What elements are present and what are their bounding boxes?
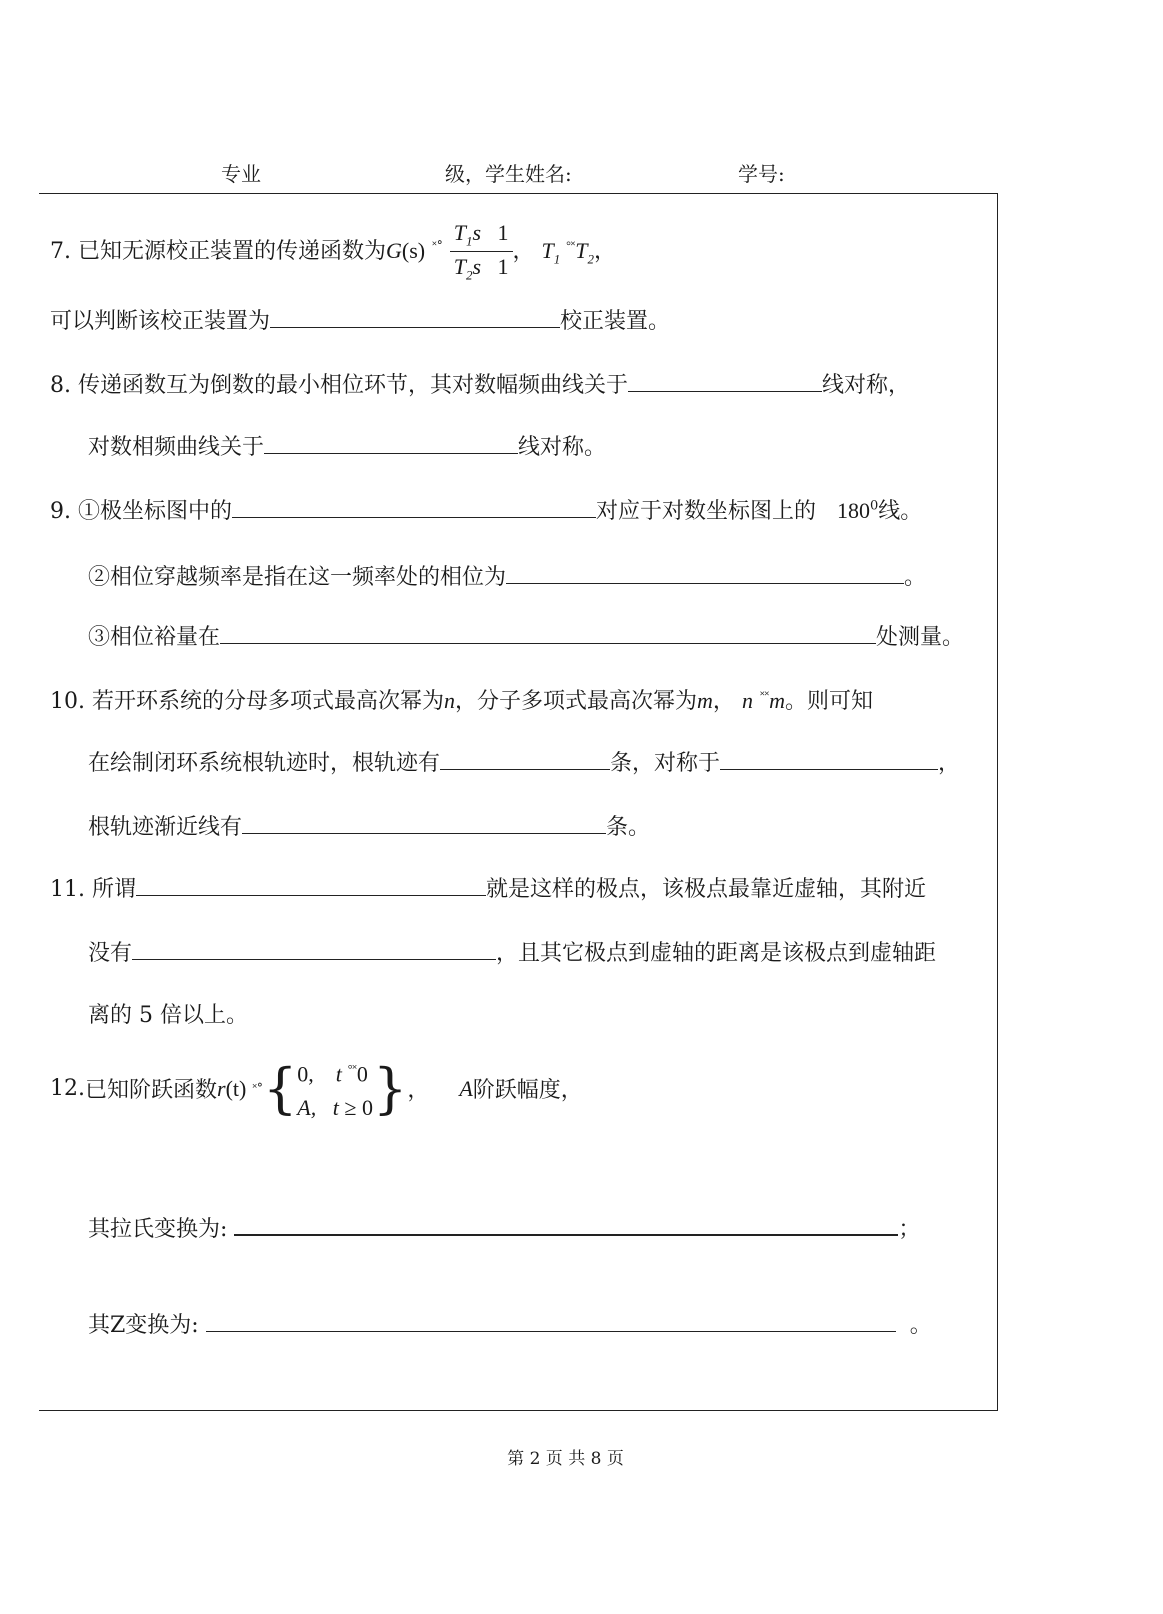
q10-line3-b: 条。 xyxy=(606,815,651,840)
q7-blank[interactable] xyxy=(270,307,560,328)
q9-blank-2[interactable] xyxy=(506,563,904,584)
q12-z-end: 。 xyxy=(909,1313,932,1338)
q10-n2: n xyxy=(741,688,753,713)
q12-laplace xyxy=(88,1212,920,1243)
q10-number: 10. xyxy=(50,689,85,714)
q12-text-b: 阶跃幅度， xyxy=(472,1078,583,1104)
q9-part3 xyxy=(88,620,964,651)
q9-blank-1[interactable] xyxy=(232,497,596,518)
page-number: 第 2 页 共 8 页 xyxy=(507,1449,624,1469)
q10-line3-a: 根轨迹渐近线有 xyxy=(88,815,243,840)
q12-A: A xyxy=(459,1075,473,1101)
q7-comma: ， xyxy=(512,238,535,264)
q10-line1-c: ， xyxy=(712,689,735,714)
q11-blank-2[interactable] xyxy=(132,939,496,960)
q10-line3 xyxy=(88,810,650,841)
q8-line1-b: 线对称， xyxy=(822,373,911,398)
q11-line2 xyxy=(88,936,936,967)
q12-z-transform xyxy=(88,1308,932,1339)
header-major: 专业 xyxy=(221,162,261,186)
q9-part2 xyxy=(88,560,926,591)
q11-line2-a: 没有 xyxy=(88,941,133,966)
q12-r: r xyxy=(217,1075,226,1101)
q8-number: 8. xyxy=(50,373,71,398)
q9-p2-a: ②相位穿越频率是指在这一频率处的相位为 xyxy=(88,565,507,590)
q12-laplace-blank[interactable] xyxy=(234,1214,898,1236)
q9-blank-3[interactable] xyxy=(220,623,876,644)
q9-p2-b: 。 xyxy=(904,565,927,590)
q12-z-blank[interactable] xyxy=(206,1311,896,1332)
q12-t-arg: (t) xyxy=(225,1075,247,1101)
q10-line2-c: ， xyxy=(938,751,961,776)
q12-right-brace: } xyxy=(372,1056,408,1120)
q10-blank-3[interactable] xyxy=(242,813,606,834)
q10-line2 xyxy=(88,746,960,777)
q7-line2-a: 可以判断该校正装置为 xyxy=(50,309,271,334)
q9-p3-a: ③相位裕量在 xyxy=(88,625,221,650)
q10-n: n xyxy=(444,688,456,713)
question-11 xyxy=(50,872,926,903)
q10-blank-1[interactable] xyxy=(440,749,610,770)
q11-line3 xyxy=(88,998,248,1029)
q8-blank-1[interactable] xyxy=(628,371,822,392)
q8-line2-a: 对数相频曲线关于 xyxy=(88,435,265,460)
q12-laplace-end: ； xyxy=(898,1217,921,1242)
q9-p1-c: 线。 xyxy=(878,499,923,524)
q10-line2-b: 条，对称于 xyxy=(610,751,721,776)
q9-p3-b: 处测量。 xyxy=(876,625,965,650)
q8-line1-a: 传递函数互为倒数的最小相位环节，其对数幅频曲线关于 xyxy=(78,373,629,398)
question-10 xyxy=(50,684,873,715)
q11-blank-1[interactable] xyxy=(136,875,486,896)
header-student-id: 学号: xyxy=(738,162,785,186)
q9-p1-b: 对应于对数坐标图上的 xyxy=(596,499,817,524)
q7-line2-b: 校正装置。 xyxy=(560,309,671,334)
q9-p1-a: ①极坐标图中的 xyxy=(78,499,233,524)
q12-eq-glyph: ˟° xyxy=(252,1081,263,1096)
q8-line2 xyxy=(88,430,606,461)
q8-line2-b: 线对称。 xyxy=(518,435,607,460)
header-class-name: 级，学生姓名: xyxy=(445,162,572,186)
q7-eq-glyph: ˟° xyxy=(432,238,443,253)
q11-number: 11. xyxy=(50,877,85,902)
q11-line2-b: ，且其它极点到虚轴的距离是该极点到虚轴距 xyxy=(496,941,937,966)
q10-rel-glyph: ˟˟ xyxy=(759,688,770,703)
q12-text-a: 已知阶跃函数 xyxy=(85,1078,218,1104)
q11-line1-a: 所谓 xyxy=(92,877,137,902)
q10-line1-b: ，分子多项式最高次幂为 xyxy=(455,689,698,714)
q7-fraction: $\frac{T_1s 1}{T_2s 1}$ xyxy=(450,220,513,284)
q9-degree: 0 xyxy=(870,498,879,514)
q7-number: 7. xyxy=(50,238,71,264)
q10-line1-d: 。则可知 xyxy=(785,689,874,714)
q12-laplace-label: 其拉氏变换为: xyxy=(88,1217,228,1242)
q7-line2 xyxy=(50,304,670,335)
q10-m: m xyxy=(697,688,713,713)
q7-s-arg: (s) xyxy=(401,237,426,263)
q7-cond-comma: ， xyxy=(593,238,616,264)
question-12 xyxy=(50,1052,583,1125)
q12-left-brace: { xyxy=(262,1056,298,1120)
q11-line1-b: 就是这样的极点，该极点最靠近虚轴，其附近 xyxy=(486,877,927,902)
q10-m2: m xyxy=(769,688,785,713)
q11-line3-text: 离的 5 倍以上。 xyxy=(88,1003,248,1028)
q10-blank-2[interactable] xyxy=(720,749,938,770)
q12-cases: 0, t °˟0 A, t ≥ 0 xyxy=(297,1061,373,1121)
q7-condition: $T_1$ $^{^\circ˟}T_2$ xyxy=(541,237,594,267)
q9-180: 180 xyxy=(837,498,871,523)
q12-number: 12. xyxy=(50,1076,85,1102)
question-7 xyxy=(50,220,616,284)
q8-blank-2[interactable] xyxy=(264,433,518,454)
q10-line1-a: 若开环系统的分母多项式最高次幂为 xyxy=(92,689,445,714)
q12-after-brace: ， xyxy=(407,1078,430,1104)
q10-line2-a: 在绘制闭环系统根轨迹时，根轨迹有 xyxy=(88,751,441,776)
q7-G: G xyxy=(386,237,402,263)
q9-number: 9. xyxy=(50,499,71,524)
q12-z-label: 其Z变换为: xyxy=(88,1313,199,1338)
question-9 xyxy=(50,494,922,525)
q7-text: 已知无源校正装置的传递函数为 xyxy=(78,238,387,264)
question-8 xyxy=(50,368,910,399)
